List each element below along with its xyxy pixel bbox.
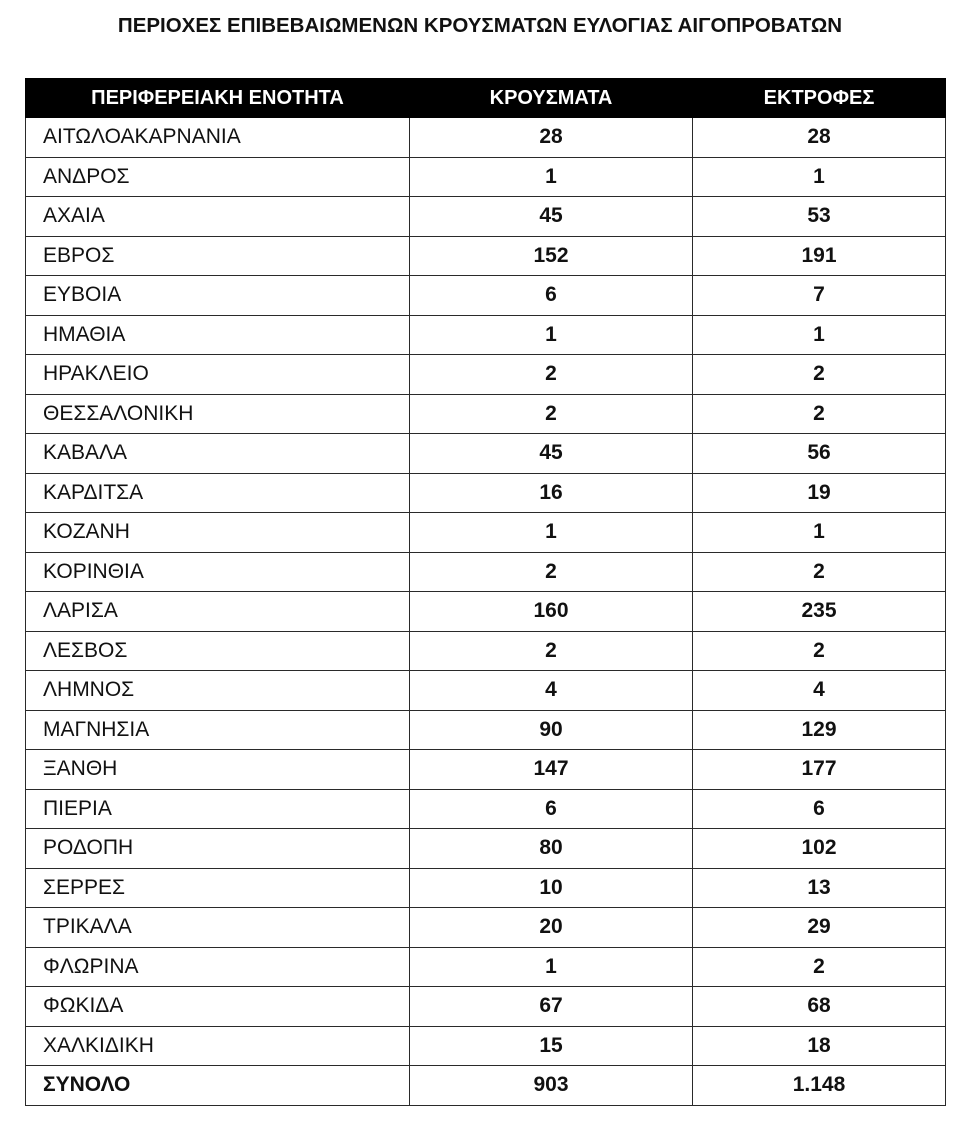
farms-cell: 29 <box>693 908 946 948</box>
table-row <box>26 394 946 434</box>
region-cell: ΚΑΒΑΛΑ <box>26 434 410 474</box>
region-cell: ΧΑΛΚΙΔΙΚΗ <box>26 1026 410 1066</box>
region-cell: ΗΜΑΘΙΑ <box>26 315 410 355</box>
region-cell: ΡΟΔΟΠΗ <box>26 829 410 869</box>
column-header-cases: ΚΡΟΥΣΜΑΤΑ <box>410 79 693 118</box>
farms-cell: 2 <box>693 947 946 987</box>
farms-cell: 7 <box>693 276 946 316</box>
cases-cell: 80 <box>410 829 693 869</box>
region-cell: ΜΑΓΝΗΣΙΑ <box>26 710 410 750</box>
table-row <box>26 987 946 1027</box>
farms-cell: 1 <box>693 315 946 355</box>
table-row <box>26 592 946 632</box>
cases-table <box>25 78 946 1106</box>
cases-cell: 67 <box>410 987 693 1027</box>
region-cell: ΑΧΑΙΑ <box>26 197 410 237</box>
region-cell: ΣΕΡΡΕΣ <box>26 868 410 908</box>
table-row <box>26 908 946 948</box>
region-cell: ΚΟΡΙΝΘΙΑ <box>26 552 410 592</box>
farms-cell: 1 <box>693 513 946 553</box>
region-cell: ΘΕΣΣΑΛΟΝΙΚΗ <box>26 394 410 434</box>
region-cell: ΗΡΑΚΛΕΙΟ <box>26 355 410 395</box>
total-row <box>26 1066 946 1106</box>
column-header-farms: ΕΚΤΡΟΦΕΣ <box>693 79 946 118</box>
total-farms-cell: 1.148 <box>693 1066 946 1106</box>
region-cell: ΚΟΖΑΝΗ <box>26 513 410 553</box>
cases-cell: 1 <box>410 947 693 987</box>
table-row <box>26 947 946 987</box>
cases-cell: 90 <box>410 710 693 750</box>
table-header-row <box>26 79 946 118</box>
table-row <box>26 236 946 276</box>
region-cell: ΦΩΚΙΔΑ <box>26 987 410 1027</box>
table-row <box>26 552 946 592</box>
region-cell: ΕΒΡΟΣ <box>26 236 410 276</box>
region-cell: ΑΙΤΩΛΟΑΚΑΡΝΑΝΙΑ <box>26 118 410 158</box>
table-row <box>26 789 946 829</box>
cases-cell: 1 <box>410 513 693 553</box>
table-row <box>26 513 946 553</box>
farms-cell: 2 <box>693 394 946 434</box>
cases-cell: 2 <box>410 552 693 592</box>
farms-cell: 6 <box>693 789 946 829</box>
column-header-region: ΠΕΡΙΦΕΡΕΙΑΚΗ ΕΝΟΤΗΤΑ <box>26 79 410 118</box>
farms-cell: 13 <box>693 868 946 908</box>
cases-cell: 152 <box>410 236 693 276</box>
cases-cell: 160 <box>410 592 693 632</box>
region-cell: ΕΥΒΟΙΑ <box>26 276 410 316</box>
table-row <box>26 434 946 474</box>
region-cell: ΛΗΜΝΟΣ <box>26 671 410 711</box>
farms-cell: 19 <box>693 473 946 513</box>
cases-cell: 16 <box>410 473 693 513</box>
region-cell: ΛΑΡΙΣΑ <box>26 592 410 632</box>
farms-cell: 191 <box>693 236 946 276</box>
table-row <box>26 157 946 197</box>
cases-cell: 6 <box>410 276 693 316</box>
table-row <box>26 473 946 513</box>
farms-cell: 4 <box>693 671 946 711</box>
farms-cell: 2 <box>693 355 946 395</box>
table-row <box>26 118 946 158</box>
farms-cell: 2 <box>693 552 946 592</box>
cases-cell: 45 <box>410 434 693 474</box>
table-row <box>26 750 946 790</box>
table-row <box>26 197 946 237</box>
farms-cell: 18 <box>693 1026 946 1066</box>
table-row <box>26 355 946 395</box>
farms-cell: 102 <box>693 829 946 869</box>
table-body <box>26 118 946 1106</box>
cases-cell: 1 <box>410 315 693 355</box>
total-cases-cell: 903 <box>410 1066 693 1106</box>
cases-cell: 20 <box>410 908 693 948</box>
table-row <box>26 868 946 908</box>
table-row <box>26 276 946 316</box>
cases-cell: 2 <box>410 355 693 395</box>
table-row <box>26 631 946 671</box>
region-cell: ΤΡΙΚΑΛΑ <box>26 908 410 948</box>
region-cell: ΞΑΝΘΗ <box>26 750 410 790</box>
table-row <box>26 710 946 750</box>
region-cell: ΛΕΣΒΟΣ <box>26 631 410 671</box>
region-cell: ΦΛΩΡΙΝΑ <box>26 947 410 987</box>
table-row <box>26 671 946 711</box>
table-row <box>26 829 946 869</box>
table-row <box>26 315 946 355</box>
page-title: ΠΕΡΙΟΧΕΣ ΕΠΙΒΕΒΑΙΩΜΕΝΩΝ ΚΡΟΥΣΜΑΤΩΝ ΕΥΛΟΓΙΑΣ ΑΙΓΟΠΡΟΒΑΤΩΝ <box>117 14 843 37</box>
farms-cell: 28 <box>693 118 946 158</box>
cases-cell: 10 <box>410 868 693 908</box>
farms-cell: 129 <box>693 710 946 750</box>
farms-cell: 235 <box>693 592 946 632</box>
farms-cell: 56 <box>693 434 946 474</box>
cases-cell: 2 <box>410 631 693 671</box>
cases-cell: 45 <box>410 197 693 237</box>
cases-cell: 15 <box>410 1026 693 1066</box>
cases-cell: 147 <box>410 750 693 790</box>
farms-cell: 68 <box>693 987 946 1027</box>
farms-cell: 2 <box>693 631 946 671</box>
total-label-cell: ΣΥΝΟΛΟ <box>26 1066 410 1106</box>
region-cell: ΚΑΡΔΙΤΣΑ <box>26 473 410 513</box>
farms-cell: 1 <box>693 157 946 197</box>
farms-cell: 53 <box>693 197 946 237</box>
cases-cell: 4 <box>410 671 693 711</box>
cases-cell: 28 <box>410 118 693 158</box>
cases-cell: 2 <box>410 394 693 434</box>
farms-cell: 177 <box>693 750 946 790</box>
region-cell: ΠΙΕΡΙΑ <box>26 789 410 829</box>
table-row <box>26 1026 946 1066</box>
region-cell: ΑΝΔΡΟΣ <box>26 157 410 197</box>
cases-cell: 6 <box>410 789 693 829</box>
cases-cell: 1 <box>410 157 693 197</box>
